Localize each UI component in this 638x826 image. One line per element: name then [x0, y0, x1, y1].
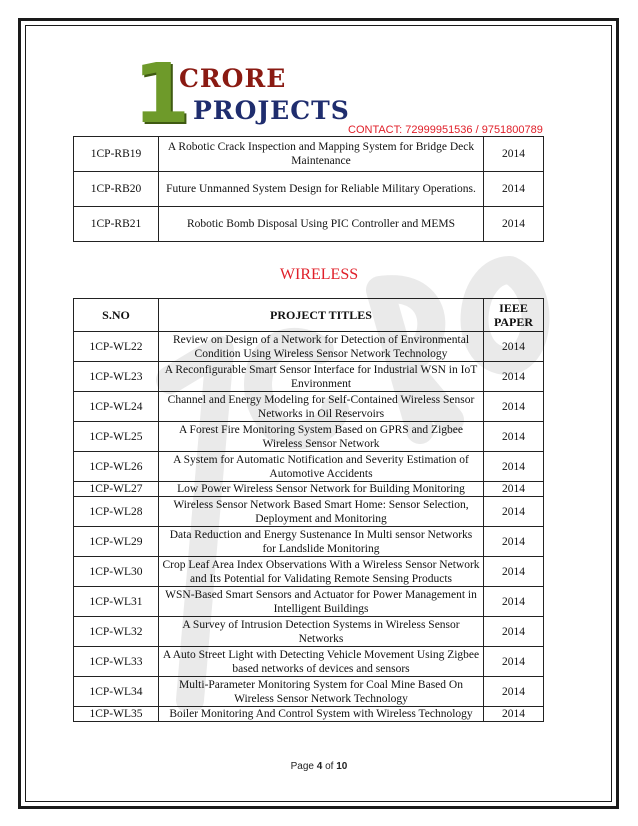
cell-project-id: 1CP-RB20 — [74, 172, 159, 207]
logo-numeral: 1 — [133, 47, 191, 142]
cell-project-id: 1CP-WL32 — [74, 617, 159, 647]
cell-project-title: Boiler Monitoring And Control System with Wireless Technology — [159, 707, 484, 722]
company-logo — [133, 47, 350, 142]
cell-project-id: 1CP-WL24 — [74, 392, 159, 422]
table-row — [74, 332, 544, 362]
contact-line: CONTACT: 72999951536 / 9751800789 — [348, 124, 543, 136]
table-row — [74, 207, 544, 242]
footer-total-pages: 10 — [336, 761, 348, 772]
table-row — [74, 617, 544, 647]
table-row — [74, 497, 544, 527]
cell-project-title: Future Unmanned System Design for Reliable Military Operations. — [159, 172, 484, 207]
table-header-row — [74, 299, 544, 332]
cell-year: 2014 — [484, 677, 544, 707]
cell-project-id: 1CP-WL26 — [74, 452, 159, 482]
table-row — [74, 362, 544, 392]
cell-project-id: 1CP-RB21 — [74, 207, 159, 242]
cell-year: 2014 — [484, 497, 544, 527]
cell-project-title: A Reconfigurable Smart Sensor Interface for Industrial WSN in IoT Environment — [159, 362, 484, 392]
cell-year: 2014 — [484, 707, 544, 722]
cell-project-title: WSN-Based Smart Sensors and Actuator for Power Management in Intelligent Buildings — [159, 587, 484, 617]
cell-project-title: Wireless Sensor Network Based Smart Home: Sensor Selection, Deployment and Monitoring — [159, 497, 484, 527]
page-footer — [0, 761, 638, 772]
cell-year: 2014 — [484, 392, 544, 422]
cell-project-title: A System for Automatic Notification and Severity Estimation of Automotive Accidents — [159, 452, 484, 482]
cell-year: 2014 — [484, 422, 544, 452]
logo-word-crore: CRORE — [179, 64, 287, 93]
cell-project-title: Data Reduction and Energy Sustenance In Multi sensor Networks for Landslide Monitoring — [159, 527, 484, 557]
cell-project-id: 1CP-RB19 — [74, 137, 159, 172]
cell-year: 2014 — [484, 482, 544, 497]
cell-project-id: 1CP-WL31 — [74, 587, 159, 617]
cell-year: 2014 — [484, 362, 544, 392]
cell-project-id: 1CP-WL27 — [74, 482, 159, 497]
cell-year: 2014 — [484, 332, 544, 362]
table-row — [74, 557, 544, 587]
cell-project-title: Multi-Parameter Monitoring System for Coal Mine Based On Wireless Sensor Network Technology — [159, 677, 484, 707]
cell-project-id: 1CP-WL34 — [74, 677, 159, 707]
cell-project-id: 1CP-WL30 — [74, 557, 159, 587]
table-row — [74, 527, 544, 557]
table-row — [74, 172, 544, 207]
cell-project-title: Review on Design of a Network for Detection of Environmental Condition Using Wireless Sensor Network Technology — [159, 332, 484, 362]
table-row — [74, 707, 544, 722]
footer-of: of — [322, 761, 337, 772]
logo-word-projects: PROJECTS — [193, 96, 350, 125]
table-row — [74, 422, 544, 452]
cell-project-id: 1CP-WL22 — [74, 332, 159, 362]
cell-project-id: 1CP-WL29 — [74, 527, 159, 557]
footer-prefix: Page — [290, 761, 317, 772]
cell-year: 2014 — [484, 452, 544, 482]
table-row — [74, 587, 544, 617]
cell-year: 2014 — [484, 587, 544, 617]
cell-year: 2014 — [484, 172, 544, 207]
table-row — [74, 677, 544, 707]
header-sno: S.NO — [74, 299, 159, 332]
header-project-titles: PROJECT TITLES — [159, 299, 484, 332]
header-ieee-paper: IEEE PAPER — [484, 299, 544, 332]
cell-year: 2014 — [484, 617, 544, 647]
cell-project-title: Crop Leaf Area Index Observations With a Wireless Sensor Network and Its Potential for Validating Remote Sensing Products — [159, 557, 484, 587]
cell-project-title: Channel and Energy Modeling for Self-Contained Wireless Sensor Networks in Oil Reservoirs — [159, 392, 484, 422]
cell-project-title: A Robotic Crack Inspection and Mapping System for Bridge Deck Maintenance — [159, 137, 484, 172]
cell-project-id: 1CP-WL23 — [74, 362, 159, 392]
cell-project-id: 1CP-WL35 — [74, 707, 159, 722]
cell-year: 2014 — [484, 207, 544, 242]
cell-project-id: 1CP-WL28 — [74, 497, 159, 527]
cell-year: 2014 — [484, 647, 544, 677]
table-row — [74, 137, 544, 172]
cell-project-id: 1CP-WL25 — [74, 422, 159, 452]
cell-project-title: Robotic Bomb Disposal Using PIC Controller and MEMS — [159, 207, 484, 242]
top-projects-table — [73, 136, 544, 242]
wireless-projects-table — [73, 298, 544, 722]
cell-project-id: 1CP-WL33 — [74, 647, 159, 677]
cell-year: 2014 — [484, 137, 544, 172]
cell-project-title: A Survey of Intrusion Detection Systems in Wireless Sensor Networks — [159, 617, 484, 647]
cell-project-title: A Auto Street Light with Detecting Vehicle Movement Using Zigbee based networks of devices and sensors — [159, 647, 484, 677]
cell-year: 2014 — [484, 557, 544, 587]
cell-project-title: A Forest Fire Monitoring System Based on GPRS and Zigbee Wireless Sensor Network — [159, 422, 484, 452]
table-row — [74, 482, 544, 497]
table-row — [74, 452, 544, 482]
cell-year: 2014 — [484, 527, 544, 557]
table-row — [74, 392, 544, 422]
section-title: WIRELESS — [279, 266, 359, 283]
table-row — [74, 647, 544, 677]
cell-project-title: Low Power Wireless Sensor Network for Building Monitoring — [159, 482, 484, 497]
footer-current-page: 4 — [316, 761, 323, 772]
